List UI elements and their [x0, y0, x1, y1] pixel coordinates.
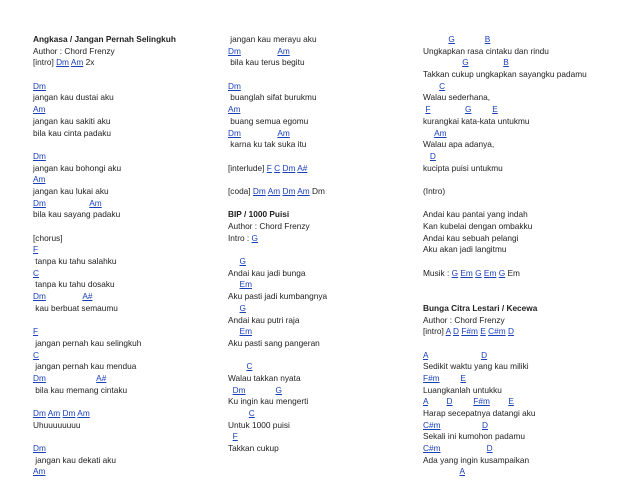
- chord-link[interactable]: E: [492, 104, 498, 115]
- chord-link[interactable]: Am: [89, 197, 102, 208]
- lyric-line: [33, 431, 223, 443]
- line-text: jangan kau dekati aku: [33, 454, 117, 465]
- chord-link[interactable]: C#m: [488, 326, 506, 337]
- lyric-line: [228, 268, 418, 280]
- lyric-line: [228, 315, 418, 327]
- chord-link[interactable]: A: [423, 349, 429, 360]
- chord-link[interactable]: Em: [460, 267, 473, 278]
- line-text: jangan kau dustai aku: [33, 92, 114, 103]
- lyric-line: [228, 350, 418, 362]
- lyric-line: [423, 338, 628, 350]
- line-text: [coda]: [228, 185, 253, 196]
- lyric-line: [33, 221, 223, 233]
- chord-link[interactable]: Am: [228, 104, 241, 115]
- lyric-line: [228, 104, 418, 116]
- chord-link[interactable]: D: [481, 349, 488, 360]
- line-text: [46, 198, 89, 208]
- line-text: 2x: [83, 57, 95, 68]
- line-text: kucipta puisi untukmu: [423, 162, 503, 173]
- chord-link[interactable]: Dm: [33, 372, 46, 383]
- lyric-line: [423, 139, 628, 151]
- song-title: BIP / 1000 Puisi: [228, 209, 290, 220]
- chord-link[interactable]: Dm: [252, 185, 266, 196]
- chord-link[interactable]: G: [251, 232, 258, 243]
- lyric-line: [423, 466, 628, 478]
- lyric-line: [228, 116, 418, 128]
- line-text: Walau sederhana,: [423, 92, 491, 103]
- chord-link[interactable]: D: [507, 326, 514, 337]
- line-text: Ada yang ingin kusampaikan: [423, 454, 530, 465]
- chord-link[interactable]: A#: [297, 162, 308, 173]
- chord-link[interactable]: F#m: [461, 326, 478, 337]
- lyric-line: [228, 198, 418, 210]
- chord-link[interactable]: Am: [277, 45, 290, 56]
- line-text: Takkan cukup: [228, 443, 279, 454]
- line-text: Em: [505, 267, 520, 278]
- lyric-line: [423, 174, 628, 186]
- lyric-line: [228, 69, 418, 81]
- chord-link[interactable]: C#m: [423, 419, 441, 430]
- line-text: jangan kau bohongi aku: [33, 162, 122, 173]
- chord-link[interactable]: B: [503, 57, 509, 68]
- lyric-line: [228, 326, 418, 338]
- line-text: Aku akan jadi langitmu: [423, 244, 507, 255]
- lyric-line: [228, 303, 418, 315]
- line-text: Intro :: [228, 232, 252, 243]
- chord-link[interactable]: A: [423, 396, 429, 407]
- lyric-line: [423, 373, 628, 385]
- line-text: Author : Chord Frenzy: [33, 45, 115, 56]
- lyrics-column-2: [228, 34, 418, 455]
- line-text: bila kau terus begitu: [228, 57, 305, 68]
- chord-link[interactable]: A: [445, 326, 451, 337]
- lyric-line: [423, 92, 628, 104]
- lyric-line: [33, 303, 223, 315]
- line-text: Andai kau sebuah pelangi: [423, 232, 519, 243]
- line-text: jangan pernah kau selingkuh: [33, 337, 142, 348]
- chord-link[interactable]: D: [446, 396, 453, 407]
- chord-link[interactable]: C#m: [423, 443, 441, 454]
- line-text: [246, 385, 276, 395]
- chord-link[interactable]: Dm: [33, 80, 46, 91]
- lyric-line: [423, 256, 628, 268]
- lyric-line: [33, 104, 223, 116]
- line-text: Author : Chord Frenzy: [228, 221, 310, 231]
- chord-link[interactable]: Am: [77, 408, 90, 418]
- lyric-line: [423, 163, 628, 175]
- line-text: Aku pasti sang pangeran: [228, 337, 320, 348]
- lyric-line: [33, 81, 223, 93]
- chord-link[interactable]: Dm: [228, 127, 241, 138]
- chord-link[interactable]: C: [33, 349, 39, 360]
- song-title: Angkasa / Jangan Pernah Selingkuh: [33, 34, 176, 44]
- chord-link[interactable]: C: [246, 361, 253, 372]
- lyric-line: [423, 420, 628, 432]
- lyric-line: [423, 385, 628, 397]
- lyric-line: [228, 373, 418, 385]
- lyric-line: [228, 46, 418, 58]
- chord-link[interactable]: Am: [297, 185, 310, 196]
- lyric-line: [33, 466, 223, 478]
- chord-link[interactable]: G: [239, 302, 246, 313]
- lyric-line: [33, 420, 223, 432]
- line-text: [469, 57, 504, 67]
- line-text: [interlude]: [228, 162, 267, 173]
- chord-link[interactable]: E: [508, 396, 514, 407]
- chord-link[interactable]: F#m: [423, 372, 440, 383]
- line-text: bila kau cinta padaku: [33, 127, 111, 138]
- lyric-line: [228, 233, 418, 245]
- chord-link[interactable]: C: [274, 162, 281, 173]
- chord-link[interactable]: Dm: [232, 384, 246, 395]
- line-text: [423, 81, 439, 91]
- lyric-line: [228, 385, 418, 397]
- chord-link[interactable]: A: [459, 466, 465, 477]
- lyric-line: [228, 221, 418, 233]
- lyric-line: [423, 268, 628, 280]
- line-text: [441, 420, 483, 430]
- line-text: [intro]: [423, 326, 446, 337]
- lyric-line: [33, 326, 223, 338]
- lyric-line: [423, 455, 628, 467]
- line-text: buang semua egomu: [228, 115, 309, 126]
- chord-link[interactable]: F: [425, 104, 431, 115]
- lyric-line: [228, 408, 418, 420]
- lyric-line: [33, 315, 223, 327]
- lyric-line: [33, 338, 223, 350]
- chord-link[interactable]: Em: [239, 279, 252, 290]
- chord-link[interactable]: Am: [70, 57, 84, 68]
- line-text: Ku ingin kau mengerti: [228, 396, 309, 407]
- line-text: Harap secepatnya datangi aku: [423, 408, 536, 418]
- chord-link[interactable]: F: [266, 162, 272, 173]
- line-text: jangan pernah kau mendua: [33, 361, 137, 372]
- chord-link[interactable]: E: [460, 372, 466, 383]
- lyric-line: [228, 431, 418, 443]
- line-text: [423, 466, 459, 476]
- line-text: Sedikit waktu yang kau miliki: [423, 361, 529, 372]
- lyric-line: [423, 198, 628, 210]
- lyric-line: [423, 151, 628, 163]
- lyric-line: [33, 116, 223, 128]
- line-text: [428, 396, 446, 406]
- lyric-line: [228, 291, 418, 303]
- lyric-line: [33, 455, 223, 467]
- chord-link[interactable]: Dm: [33, 443, 46, 454]
- lyric-line: [33, 174, 223, 186]
- line-text: (Intro): [423, 185, 446, 196]
- chord-link[interactable]: F: [33, 326, 39, 337]
- line-text: [241, 46, 277, 56]
- chord-link[interactable]: Am: [47, 408, 61, 418]
- lyric-line: [33, 244, 223, 256]
- lyrics-column-3: [423, 34, 628, 478]
- lyric-line: [228, 209, 418, 221]
- line-text: [chorus]: [33, 232, 63, 243]
- chord-link[interactable]: C: [248, 408, 255, 418]
- chord-link[interactable]: Am: [33, 466, 46, 477]
- lyric-line: [33, 198, 223, 210]
- chord-link[interactable]: C: [33, 267, 39, 278]
- chord-link[interactable]: G: [464, 104, 472, 115]
- line-text: Musik :: [423, 267, 452, 278]
- lyric-line: [33, 408, 223, 420]
- line-text: [490, 396, 508, 406]
- line-text: bila kau memang cintaku: [33, 384, 128, 395]
- line-text: Walau takkan nyata: [228, 372, 301, 383]
- line-text: [241, 128, 277, 138]
- chord-link[interactable]: D: [453, 326, 459, 337]
- line-text: Ungkapkan rasa cintaku dan rindu: [423, 45, 549, 56]
- line-text: jangan kau merayu aku: [228, 34, 317, 44]
- line-text: [453, 396, 474, 406]
- chord-link[interactable]: B: [484, 34, 491, 44]
- lyric-line: [228, 163, 418, 175]
- lyric-line: [423, 244, 628, 256]
- line-text: [46, 291, 82, 301]
- line-text: [228, 408, 249, 418]
- line-text: kurangkai kata-kata untukmu: [423, 115, 530, 126]
- lyric-line: [228, 139, 418, 151]
- lyric-line: [33, 69, 223, 81]
- lyric-line: [33, 163, 223, 175]
- lyric-line: [33, 443, 223, 455]
- lyric-line: [33, 256, 223, 268]
- lyric-line: [228, 361, 418, 373]
- chord-link[interactable]: Dm: [228, 45, 241, 56]
- line-text: Sekali ini kumohon padamu: [423, 431, 525, 442]
- chord-link[interactable]: Dm: [33, 197, 46, 208]
- chord-link[interactable]: Dm: [33, 408, 46, 418]
- chord-link[interactable]: Am: [267, 185, 281, 196]
- line-text: tanpa ku tahu salahku: [33, 256, 117, 267]
- chord-link[interactable]: D: [482, 419, 489, 430]
- lyric-line: [423, 396, 628, 408]
- lyric-line: [423, 443, 628, 455]
- lyric-line: [423, 326, 628, 338]
- lyric-line: [33, 92, 223, 104]
- line-text: [46, 373, 96, 383]
- line-text: [423, 128, 434, 138]
- lyric-line: [423, 291, 628, 303]
- lyric-line: [423, 209, 628, 221]
- line-text: Takkan cukup ungkapkan sayangku padamu: [423, 69, 587, 80]
- lyric-line: [33, 279, 223, 291]
- lyric-line: [423, 361, 628, 373]
- chord-link[interactable]: F#m: [473, 396, 490, 407]
- line-text: bila kau sayang padaku: [33, 209, 121, 220]
- lyric-line: [228, 34, 418, 46]
- line-text: Andai kau jadi bunga: [228, 267, 306, 278]
- line-text: jangan kau lukai aku: [33, 185, 109, 196]
- line-text: [intro]: [33, 57, 57, 68]
- chord-link[interactable]: A#: [82, 291, 93, 302]
- line-text: tanpa ku tahu dosaku: [33, 279, 115, 290]
- line-text: [471, 104, 492, 114]
- line-text: [440, 373, 461, 383]
- lyric-line: [228, 396, 418, 408]
- lyric-line: [423, 57, 628, 69]
- lyric-line: [228, 81, 418, 93]
- line-text: Luangkanlah untukku: [423, 384, 502, 395]
- chord-link[interactable]: E: [480, 326, 486, 337]
- lyric-line: [423, 350, 628, 362]
- lyric-line: [423, 186, 628, 198]
- line-text: Author : Chord Frenzy: [423, 314, 505, 325]
- lyrics-column-1: [33, 34, 223, 478]
- chord-link[interactable]: G: [475, 267, 482, 278]
- lyric-line: [228, 256, 418, 268]
- lyric-line: [33, 350, 223, 362]
- chord-link[interactable]: Em: [239, 326, 252, 337]
- line-text: [423, 151, 430, 161]
- lyric-line: [33, 128, 223, 140]
- line-text: jangan kau sakiti aku: [33, 115, 111, 126]
- lyric-line: [33, 361, 223, 373]
- line-text: [441, 443, 487, 453]
- chord-link[interactable]: F: [33, 244, 39, 255]
- line-text: [455, 34, 485, 44]
- chord-link[interactable]: G: [448, 34, 455, 44]
- chord-link[interactable]: Dm: [282, 162, 296, 173]
- lyric-line: [33, 385, 223, 397]
- line-text: Kan kubelai dengan ombakku: [423, 221, 533, 231]
- chord-link[interactable]: A#: [96, 372, 107, 383]
- line-text: [430, 104, 465, 114]
- line-text: [228, 303, 240, 313]
- lyric-line: [228, 279, 418, 291]
- lyric-line: [33, 46, 223, 58]
- lyric-line: [423, 81, 628, 93]
- lyric-line: [228, 57, 418, 69]
- lyric-line: [423, 221, 628, 233]
- lyric-line: [423, 104, 628, 116]
- line-text: Andai kau pantai yang indah: [423, 209, 528, 220]
- line-text: Aku pasti jadi kumbangnya: [228, 291, 328, 302]
- lyric-line: [228, 443, 418, 455]
- lyric-line: [228, 338, 418, 350]
- chord-link[interactable]: Dm: [228, 80, 241, 91]
- chord-link[interactable]: F: [232, 431, 238, 442]
- lyric-line: [228, 186, 418, 198]
- chord-link[interactable]: Am: [33, 104, 46, 115]
- chord-link[interactable]: Am: [33, 174, 46, 185]
- lyric-line: [33, 268, 223, 280]
- lyric-line: [423, 34, 628, 46]
- chord-link[interactable]: Dm: [33, 150, 46, 161]
- lyric-line: [33, 139, 223, 151]
- line-text: Untuk 1000 puisi: [228, 419, 290, 430]
- lyric-line: [33, 186, 223, 198]
- lyric-line: [423, 116, 628, 128]
- line-text: [228, 361, 246, 371]
- chord-link[interactable]: Dm: [62, 408, 76, 418]
- chord-link[interactable]: D: [429, 150, 436, 161]
- lyric-line: [33, 291, 223, 303]
- line-text: kau berbuat semaumu: [33, 302, 118, 313]
- line-text: [428, 350, 481, 360]
- lyric-line: [423, 46, 628, 58]
- lyric-line: [228, 244, 418, 256]
- line-text: karna ku tak suka itu: [228, 139, 307, 150]
- chord-link[interactable]: Dm: [33, 291, 46, 302]
- lyric-line: [33, 57, 223, 69]
- line-text: Uhuuuuuuuu: [33, 419, 81, 430]
- lyric-line: [423, 233, 628, 245]
- lyric-line: [33, 34, 223, 46]
- chord-link[interactable]: C: [439, 80, 446, 91]
- line-text: [228, 256, 240, 266]
- line-text: Andai kau putri raja: [228, 314, 300, 325]
- chord-link[interactable]: Dm: [282, 185, 296, 196]
- lyric-line: [33, 373, 223, 385]
- lyric-line: [423, 431, 628, 443]
- lyric-line: [228, 128, 418, 140]
- line-text: [423, 57, 462, 67]
- lyric-line: [423, 69, 628, 81]
- lyric-line: [423, 408, 628, 420]
- lyric-line: [423, 128, 628, 140]
- chord-link[interactable]: Am: [434, 127, 447, 138]
- line-text: buanglah sifat burukmu: [228, 92, 317, 103]
- chord-link[interactable]: Em: [483, 267, 497, 278]
- chord-link[interactable]: G: [462, 57, 469, 68]
- lyric-line: [33, 233, 223, 245]
- song-title: Bunga Citra Lestari / Kecewa: [423, 302, 538, 313]
- line-text: [228, 326, 240, 336]
- lyric-line: [228, 174, 418, 186]
- lyric-line: [228, 151, 418, 163]
- lyric-line: [423, 315, 628, 327]
- chord-link[interactable]: G: [451, 267, 459, 278]
- line-text: [423, 34, 448, 44]
- chord-link[interactable]: D: [486, 443, 493, 454]
- lyric-line: [423, 279, 628, 291]
- lyric-line: [33, 151, 223, 163]
- chord-link[interactable]: G: [239, 256, 246, 267]
- lyric-line: [33, 209, 223, 221]
- lyric-line: [228, 420, 418, 432]
- lyric-line: [33, 396, 223, 408]
- line-text: [228, 279, 240, 289]
- chord-link[interactable]: Am: [277, 127, 290, 138]
- line-text: Dm: [309, 185, 325, 196]
- chord-link[interactable]: G: [498, 267, 506, 278]
- lyric-line: [423, 303, 628, 315]
- chord-link[interactable]: G: [275, 384, 282, 395]
- line-text: Walau apa adanya,: [423, 139, 495, 150]
- chord-link[interactable]: Dm: [56, 57, 69, 68]
- lyric-line: [228, 92, 418, 104]
